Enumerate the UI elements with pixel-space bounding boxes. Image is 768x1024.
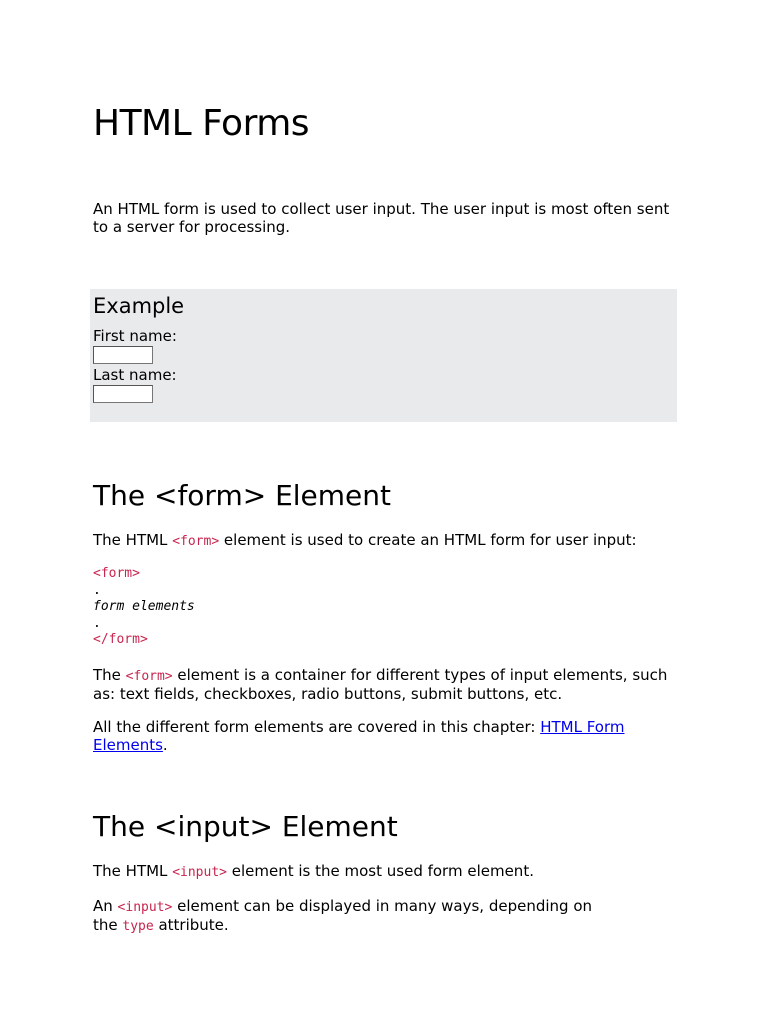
code-open-tag: <form>: [93, 566, 140, 581]
inline-code-type: type: [122, 918, 154, 934]
form-element-heading: The <form> Element: [93, 479, 392, 512]
inline-code-form: <form>: [172, 534, 220, 549]
text-fragment: The HTML: [93, 531, 173, 549]
input-intro-paragraph: [93, 863, 683, 882]
form-intro-paragraph: [93, 532, 683, 551]
intro-paragraph: An HTML form is used to collect user input. The user input is most often sent to a server for processing.: [93, 200, 670, 236]
text-fragment: element is the most used form element.: [226, 862, 534, 880]
text-fragment: An: [93, 897, 118, 915]
form-elements-paragraph: [93, 719, 653, 754]
page-title: HTML Forms: [93, 103, 310, 144]
inline-code-form: <form>: [125, 669, 173, 684]
code-close-tag: </form>: [93, 632, 148, 647]
example-box: [90, 289, 677, 422]
example-heading: Example: [93, 294, 185, 318]
html-form-elements-link[interactable]: HTML Form Elements: [93, 718, 625, 754]
form-container-paragraph: [93, 667, 683, 703]
last-name-field[interactable]: [93, 385, 153, 403]
code-ellipsis-line: .: [93, 615, 101, 631]
text-fragment: element can be displayed in many ways, depending on the: [93, 897, 593, 934]
text-fragment: attribute.: [153, 915, 229, 934]
first-name-field[interactable]: [93, 346, 153, 364]
inline-code-input: <input>: [172, 865, 227, 880]
code-placeholder: form elements: [93, 599, 195, 614]
first-name-label: First name:: [93, 327, 177, 345]
text-fragment: All the different form elements are covered in this chapter:: [93, 718, 541, 736]
code-ellipsis-line: .: [93, 582, 101, 598]
text-fragment: The: [93, 666, 126, 684]
last-name-label: Last name:: [93, 366, 177, 384]
input-element-heading: The <input> Element: [93, 810, 398, 843]
input-display-paragraph: [93, 898, 598, 935]
text-fragment: The HTML: [93, 862, 173, 880]
text-fragment: element is used to create an HTML form for user input:: [219, 531, 637, 549]
inline-code-input: <input>: [117, 900, 173, 915]
text-fragment: element is a container for different types of input elements, such as: text fields, checkboxes, radio buttons, submit buttons, etc.: [93, 666, 668, 703]
text-fragment: .: [162, 735, 168, 754]
code-example: [93, 566, 195, 649]
